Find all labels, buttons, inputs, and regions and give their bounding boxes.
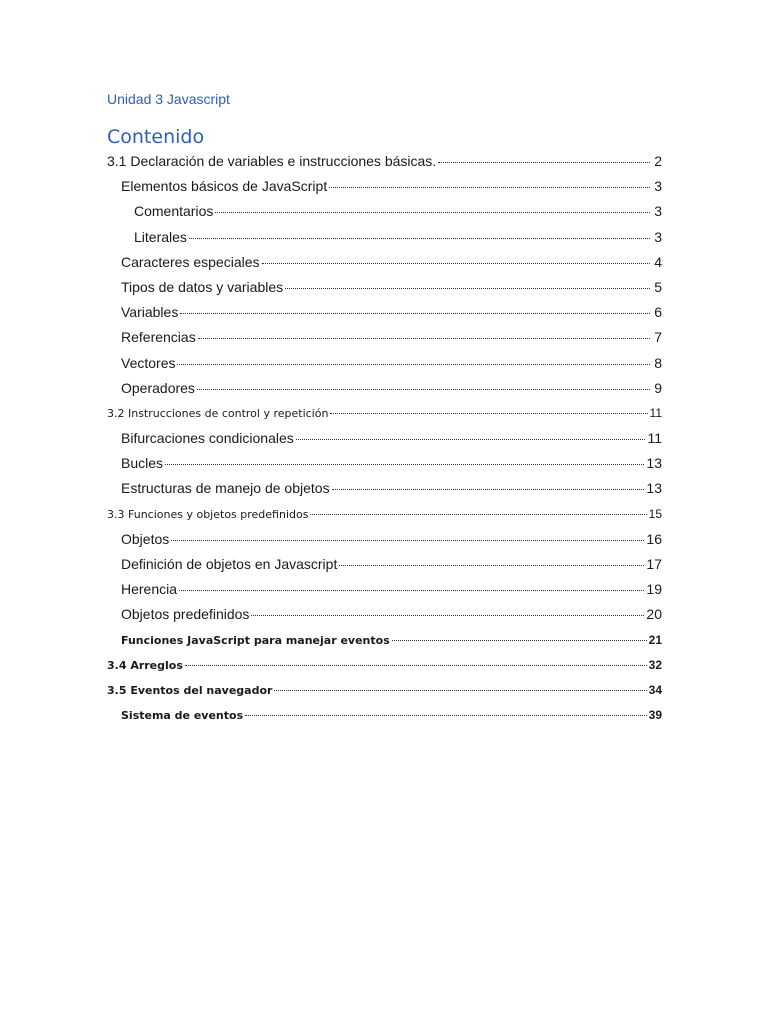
toc-entry-page: 11 xyxy=(647,430,662,447)
toc-entry[interactable] xyxy=(107,325,662,350)
toc-entry-label: Referencias xyxy=(121,329,196,346)
toc-entry-label: Funciones JavaScript para manejar eventos xyxy=(121,633,390,647)
dot-leader xyxy=(332,489,645,490)
toc-entry-label: Bifurcaciones condicionales xyxy=(121,430,294,447)
toc-entry-label: Variables xyxy=(121,304,179,321)
toc-entry[interactable] xyxy=(107,577,662,602)
toc-entry[interactable] xyxy=(107,628,662,653)
dot-leader xyxy=(180,313,650,314)
toc-entry-label: 3.3 Funciones y objetos predefinidos xyxy=(107,507,309,521)
toc-entry-page: 8 xyxy=(654,354,662,371)
toc-entry-label: Elementos básicos de JavaScript xyxy=(121,178,328,195)
dot-leader xyxy=(251,615,644,616)
toc-entry[interactable] xyxy=(107,199,662,224)
toc-entry-label: Bucles xyxy=(121,455,164,472)
toc-entry[interactable] xyxy=(107,174,662,199)
toc-entry-page: 19 xyxy=(646,581,662,598)
toc-entry-page: 13 xyxy=(646,455,662,472)
dot-leader xyxy=(165,464,644,465)
toc-entry[interactable] xyxy=(107,552,662,577)
toc-entry-label: Definición de objetos en Javascript xyxy=(121,556,338,572)
dot-leader xyxy=(245,715,647,716)
toc-entry[interactable] xyxy=(107,250,662,275)
dot-leader xyxy=(310,514,646,515)
toc-entry-page: 17 xyxy=(646,556,662,572)
dot-leader xyxy=(215,212,650,213)
toc-entry-label: Caracteres especiales xyxy=(121,253,260,270)
toc-entry-page: 6 xyxy=(654,304,662,321)
toc-entry-label: Comentarios xyxy=(134,203,214,220)
dot-leader xyxy=(189,238,650,239)
dot-leader xyxy=(329,187,650,188)
dot-leader xyxy=(177,364,650,365)
toc-entry-label: 3.4 Arreglos xyxy=(107,658,183,672)
toc-entry[interactable] xyxy=(107,426,662,451)
dot-leader xyxy=(198,338,650,339)
toc-entry-label: Sistema de eventos xyxy=(121,709,244,723)
toc-entry-label: Objetos predefinidos xyxy=(121,606,250,623)
toc-entry[interactable] xyxy=(107,275,662,300)
toc-entry-page: 16 xyxy=(646,530,662,547)
toc-entry[interactable] xyxy=(107,678,662,703)
toc-entry-page: 5 xyxy=(654,278,662,295)
dot-leader xyxy=(330,413,647,414)
toc-entry-label: Estructuras de manejo de objetos xyxy=(121,480,330,497)
table-of-contents xyxy=(107,149,662,728)
toc-entry-page: 11 xyxy=(649,405,662,420)
dot-leader xyxy=(274,690,646,691)
toc-entry-label: Literales xyxy=(134,228,187,245)
toc-entry-page: 4 xyxy=(654,253,662,270)
toc-entry[interactable] xyxy=(107,653,662,678)
toc-entry-page: 21 xyxy=(648,632,662,647)
toc-entry[interactable] xyxy=(107,502,662,527)
toc-entry[interactable] xyxy=(107,451,662,476)
dot-leader xyxy=(296,439,646,440)
toc-entry-label: 3.5 Eventos del navegador xyxy=(107,683,273,697)
toc-entry[interactable] xyxy=(107,703,662,728)
toc-entry-label: 3.1 Declaración de variables e instrucciones básicas. xyxy=(107,153,437,169)
toc-entry[interactable] xyxy=(107,401,662,426)
toc-entry-page: 15 xyxy=(648,506,662,521)
toc-entry[interactable] xyxy=(107,351,662,376)
dot-leader xyxy=(179,590,644,591)
toc-entry-page: 39 xyxy=(648,708,662,723)
dot-leader xyxy=(392,640,647,641)
dot-leader xyxy=(339,565,644,566)
toc-entry[interactable] xyxy=(107,602,662,627)
unit-title: Unidad 3 Javascript xyxy=(107,91,230,107)
dot-leader xyxy=(171,540,644,541)
toc-entry-page: 34 xyxy=(648,682,662,697)
toc-entry-label: Vectores xyxy=(121,354,176,371)
toc-entry-label: 3.2 Instrucciones de control y repetición xyxy=(107,406,329,420)
toc-entry[interactable] xyxy=(107,527,662,552)
dot-leader xyxy=(262,263,650,264)
toc-entry-page: 3 xyxy=(654,178,662,195)
toc-entry[interactable] xyxy=(107,149,662,174)
toc-entry-label: Herencia xyxy=(121,581,178,598)
toc-entry-page: 2 xyxy=(654,153,662,169)
toc-entry-page: 32 xyxy=(648,657,662,672)
toc-entry-page: 3 xyxy=(654,228,662,245)
toc-entry-page: 20 xyxy=(646,606,662,623)
toc-entry-label: Objetos xyxy=(121,530,170,547)
toc-entry-page: 3 xyxy=(654,203,662,220)
dot-leader xyxy=(197,389,650,390)
toc-entry[interactable] xyxy=(107,376,662,401)
dot-leader xyxy=(185,665,647,666)
dot-leader xyxy=(285,288,650,289)
toc-entry-page: 9 xyxy=(654,379,662,396)
toc-entry-page: 13 xyxy=(646,480,662,497)
toc-entry-page: 7 xyxy=(654,329,662,346)
toc-heading: Contenido xyxy=(107,126,205,148)
dot-leader xyxy=(438,162,650,163)
toc-entry[interactable] xyxy=(107,300,662,325)
toc-entry-label: Tipos de datos y variables xyxy=(121,278,284,295)
toc-entry[interactable] xyxy=(107,225,662,250)
toc-entry[interactable] xyxy=(107,476,662,501)
toc-entry-label: Operadores xyxy=(121,379,195,396)
